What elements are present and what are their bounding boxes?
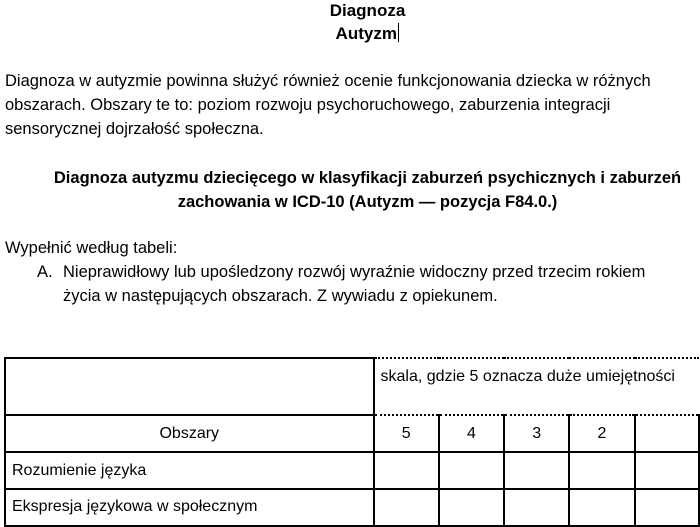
section-heading-line: zachowania w ICD-10 (Autyzm — pozycja F84.0.): [177, 193, 558, 211]
scale-col-1[interactable]: [635, 415, 699, 452]
assessment-table: [4, 357, 700, 527]
area-cell[interactable]: Rozumienie języka: [5, 452, 374, 489]
table-row: [5, 489, 699, 526]
scale-col-2[interactable]: 2: [569, 415, 634, 452]
fill-instruction: Wypełnić według tabeli:: [5, 239, 178, 257]
score-cell[interactable]: [569, 489, 634, 526]
intro-paragraph: [5, 69, 700, 141]
scale-header[interactable]: skala, gdzie 5 oznacza duże umiejętności: [374, 358, 699, 415]
subtitle-text: Autyzm: [335, 24, 397, 43]
document-title: Diagnoza: [329, 1, 406, 20]
list-item-text: [63, 260, 645, 308]
area-header[interactable]: Obszary: [5, 415, 374, 452]
score-cell[interactable]: [635, 452, 699, 489]
intro-line: sensorycznej dojrzałość społeczna.: [5, 120, 264, 138]
scale-col-4[interactable]: 4: [439, 415, 504, 452]
list-item-line: życia w następujących obszarach. Z wywiadu z opiekunem.: [63, 287, 498, 305]
list-marker: A.: [37, 263, 53, 281]
scale-col-3[interactable]: 3: [504, 415, 569, 452]
score-cell[interactable]: [569, 452, 634, 489]
table-row: [5, 452, 699, 489]
score-cell[interactable]: [504, 489, 569, 526]
score-cell[interactable]: [374, 489, 439, 526]
document-subtitle[interactable]: [0, 23, 700, 45]
list-item-line: Nieprawidłowy lub upośledzony rozwój wyraźnie widoczny przed trzecim rokiem: [63, 263, 646, 281]
section-heading: [0, 166, 700, 214]
text-cursor: [398, 23, 400, 42]
score-cell[interactable]: [439, 452, 504, 489]
score-cell[interactable]: [439, 489, 504, 526]
section-heading-line: Diagnoza autyzmu dziecięcego w klasyfikacji zaburzeń psychicznych i zaburzeń: [53, 169, 682, 187]
empty-header-cell[interactable]: [5, 358, 374, 415]
score-cell[interactable]: [374, 452, 439, 489]
area-cell[interactable]: Ekspresja językowa w społecznym: [5, 489, 374, 526]
scale-col-5[interactable]: 5: [374, 415, 439, 452]
intro-line: obszarach. Obszary te to: poziom rozwoju psychoruchowego, zaburzenia integracji: [5, 96, 611, 114]
score-cell[interactable]: [504, 452, 569, 489]
intro-line: Diagnoza w autyzmie powinna służyć również ocenie funkcjonowania dziecka w różnych: [5, 72, 651, 90]
score-cell[interactable]: [635, 489, 699, 526]
